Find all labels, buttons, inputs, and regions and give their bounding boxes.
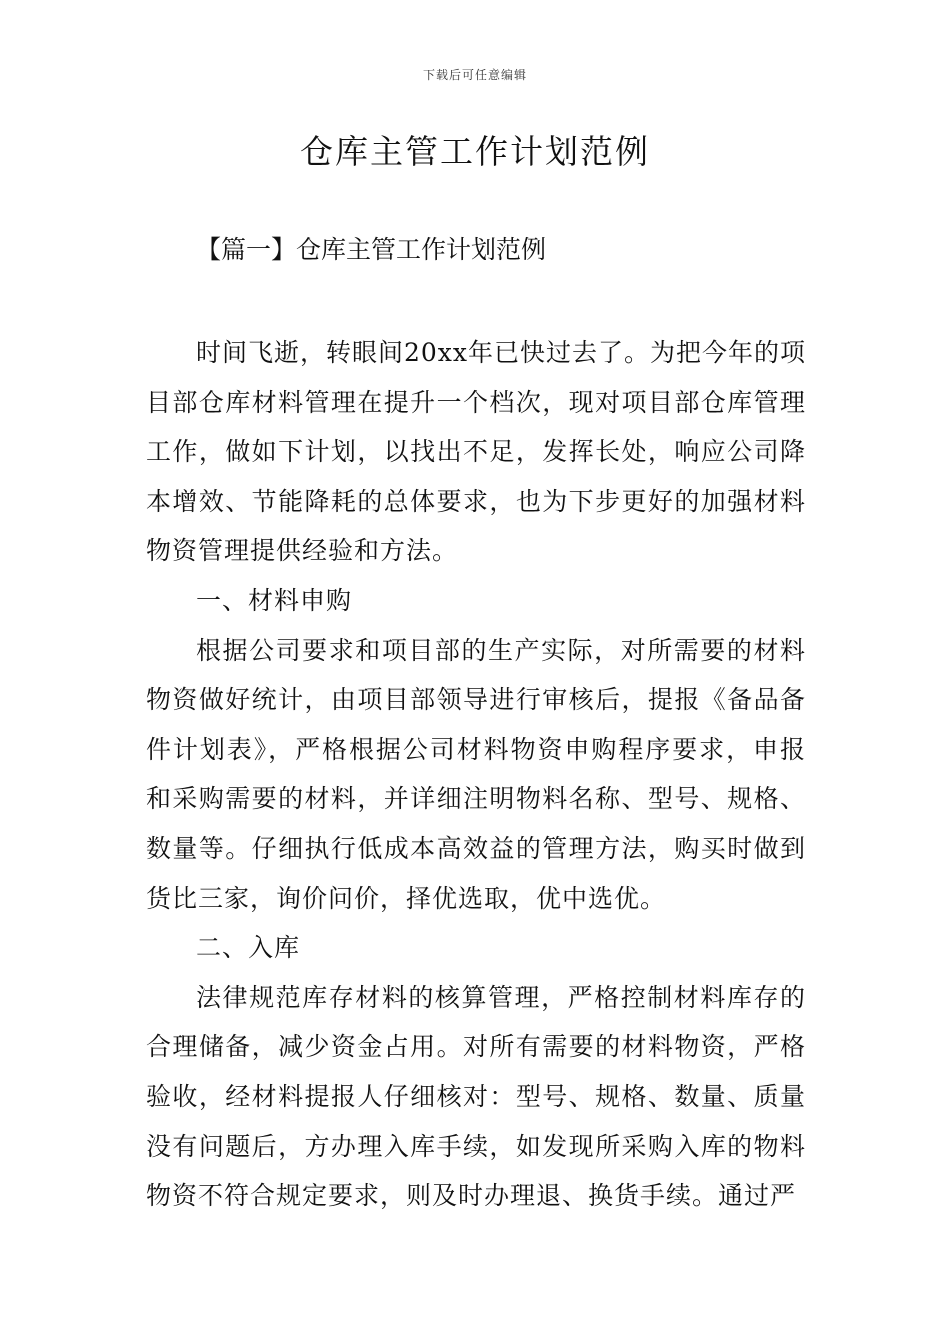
- paragraph-material-purchase: 根据公司要求和项目部的生产实际，对所需要的材料物资做好统计，由项目部领导进行审核后，提报《备品备件计划表》，严格根据公司材料物资申购程序要求，申报和采购需要的材料，并详细注明物料名称、型号、规格、数量等。仔细执行低成本高效益的管理方法，购买时做到货比三家，询价问价，择优选取，优中选优。: [146, 635, 806, 913]
- section-heading: 【篇一】仓库主管工作计划范例: [196, 235, 547, 264]
- heading-warehousing: 二、入库: [196, 933, 301, 963]
- paragraph-intro: 时间飞逝，转眼间20xx年已快过去了。为把今年的项目部仓库材料管理在提升一个档次，现对项目部仓库管理工作，做如下计划，以找出不足，发挥长处，响应公司降本增效、节能降耗的总体要求，也为下步更好的加强材料物资管理提供经验和方法。: [146, 338, 807, 566]
- heading-material-purchase: 一、材料申购: [196, 585, 353, 615]
- document-body: [146, 328, 806, 1221]
- page-header-note: 下载后可任意编辑: [422, 68, 527, 82]
- document-title: 仓库主管工作计划范例: [300, 132, 650, 171]
- paragraph-warehousing: 法律规范库存材料的核算管理，严格控制材料库存的合理储备，减少资金占用。对所有需要的材料物资，严格验收，经材料提报人仔细核对：型号、规格、数量、质量没有问题后，方办理入库手续，如发现所采购入库的物料物资不符合规定要求，则及时办理退、换货手续。通过严: [146, 982, 806, 1211]
